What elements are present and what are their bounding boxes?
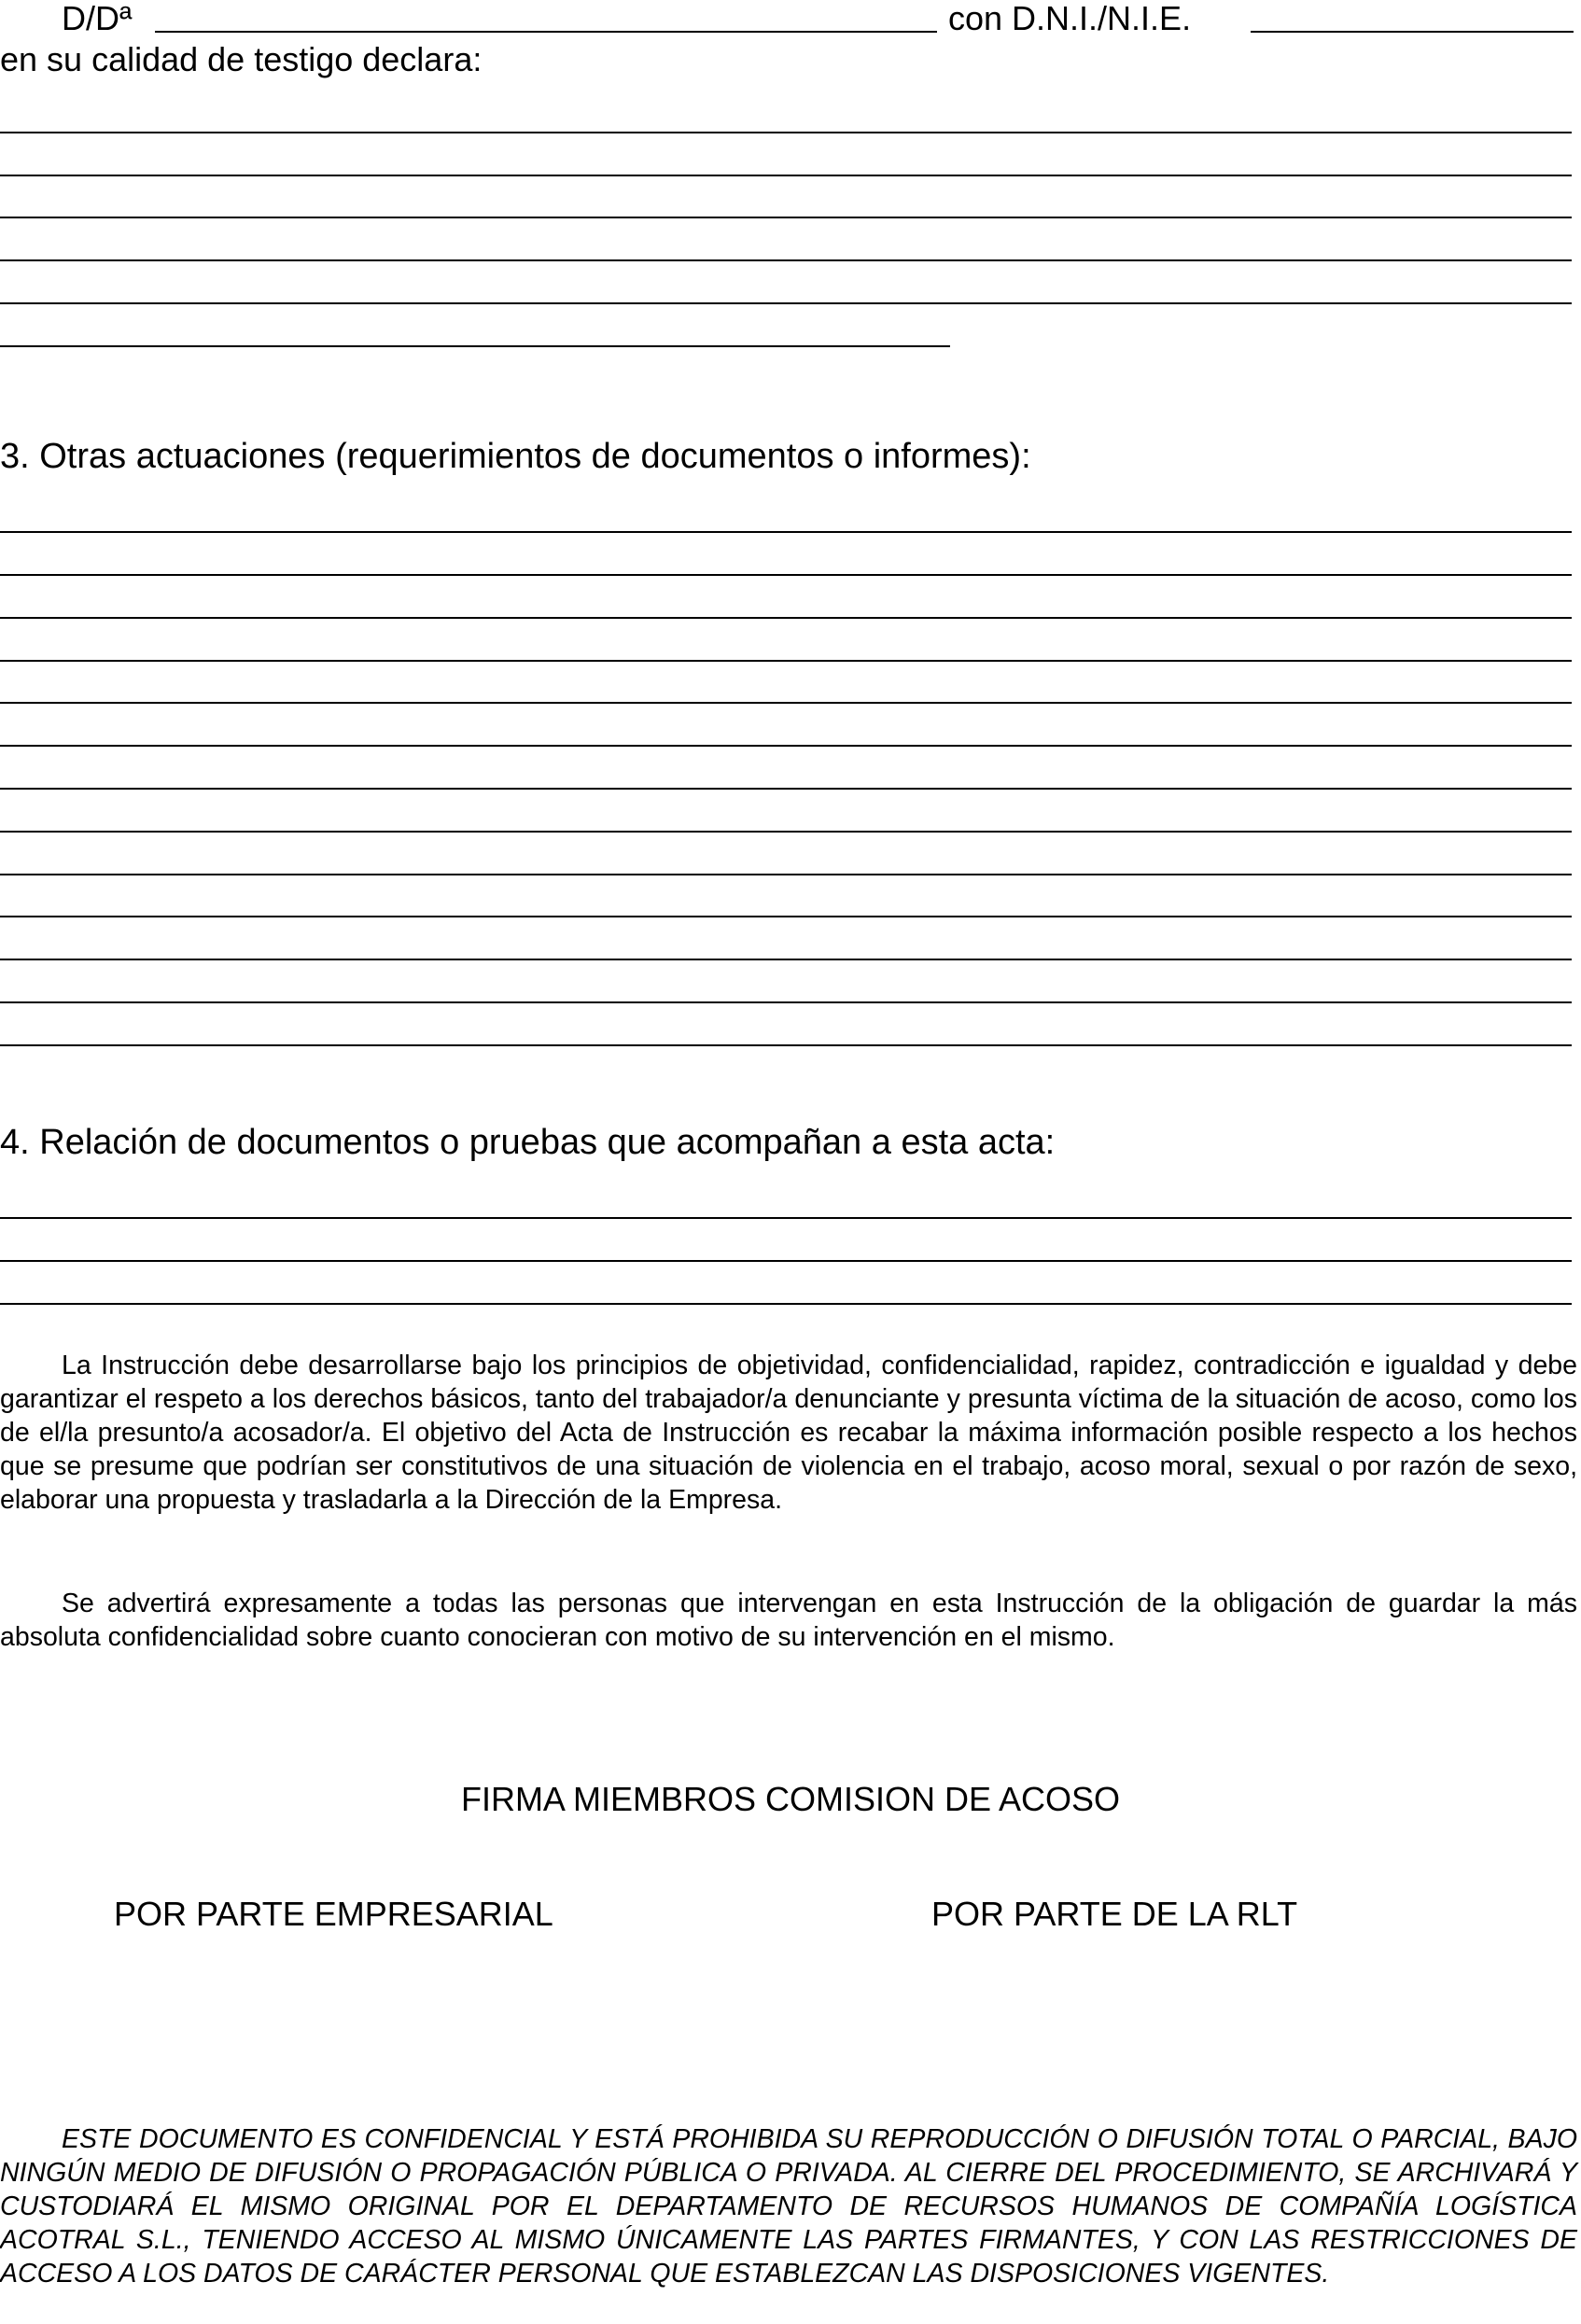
signature-title: FIRMA MIEMBROS COMISION DE ACOSO [460,1780,1121,1818]
blank-line[interactable] [0,831,1572,833]
blank-line[interactable] [0,132,1572,133]
dni-field[interactable] [1251,31,1574,33]
blank-line[interactable] [0,574,1572,576]
section-4-heading: 4. Relación de documentos o pruebas que acompañan a esta acta: [0,1123,1056,1162]
blank-line[interactable] [0,259,1572,261]
dni-label: con D.N.I./N.I.E. [948,0,1192,37]
blank-line[interactable] [0,745,1572,747]
blank-line[interactable] [0,916,1572,917]
instruction-paragraph: La Instrucción debe desarrollarse bajo los principios de objetividad, confidencialidad, rapidez, contradicción e igualdad y debe garantizar el respeto a los derechos básicos, tanto del trabajador/a denunciante y presunta víctima de la situación de acoso, como los de el/la presunto/a acosador/a. El objetivo del Acta de Instrucción es recabar la máxima información posible respecto a los hechos que se presume que podrían ser constitutivos de una situación de violencia en el trabajo, acoso moral, sexual o por razón de sexo, elaborar una propuesta y trasladarla a la Dirección de la Empresa. [0,1351,1577,1515]
confidentiality-warning-paragraph: Se advertirá expresamente a todas las personas que intervengan en esta Instrucción de la obligación de guardar la más absoluta confidencialidad sobre cuanto conocieran con motivo de su intervención en el mismo. [0,1589,1577,1652]
blank-line[interactable] [0,959,1572,960]
section-3-heading: 3. Otras actuaciones (requerimientos de documentos o informes): [0,437,1031,476]
blank-line[interactable] [0,1217,1572,1219]
blank-line[interactable] [0,1260,1572,1262]
blank-line[interactable] [0,217,1572,218]
blank-line[interactable] [0,702,1572,704]
blank-line[interactable] [0,660,1572,662]
blank-line[interactable] [0,788,1572,790]
signature-company-label: POR PARTE EMPRESARIAL [114,1895,553,1933]
blank-line[interactable] [0,617,1572,619]
signature-rlt-label: POR PARTE DE LA RLT [931,1895,1298,1933]
declares-label: en su calidad de testigo declara: [0,40,483,78]
blank-line[interactable] [0,531,1572,533]
blank-line[interactable] [0,302,1572,304]
blank-line[interactable] [0,1303,1572,1305]
name-label: D/Dª [62,0,133,37]
confidential-notice: ESTE DOCUMENTO ES CONFIDENCIAL Y ESTÁ PROHIBIDA SU REPRODUCCIÓN O DIFUSIÓN TOTAL O PARCIAL, BAJO NINGÚN MEDIO DE DIFUSIÓN O PROPAGACIÓN PÚBLICA O PRIVADA. AL CIERRE DEL PROCEDIMIENTO, SE ARCHIVARÁ Y CUSTODIARÁ EL MISMO ORIGINAL POR EL DEPARTAMENTO DE RECURSOS HUMANOS DE COMPAÑÍA LOGÍSTICA ACOTRAL S.L., TENIENDO ACCESO AL MISMO ÚNICAMENTE LAS PARTES FIRMANTES, Y CON LAS RESTRICCIONES DE ACCESO A LOS DATOS DE CARÁCTER PERSONAL QUE ESTABLEZCAN LAS DISPOSICIONES VIGENTES. [0,2124,1577,2289]
blank-line[interactable] [0,1044,1572,1046]
blank-line[interactable] [0,1001,1572,1003]
name-field[interactable] [155,31,937,33]
blank-line[interactable] [0,874,1572,875]
blank-line[interactable] [0,345,950,347]
blank-line[interactable] [0,175,1572,176]
